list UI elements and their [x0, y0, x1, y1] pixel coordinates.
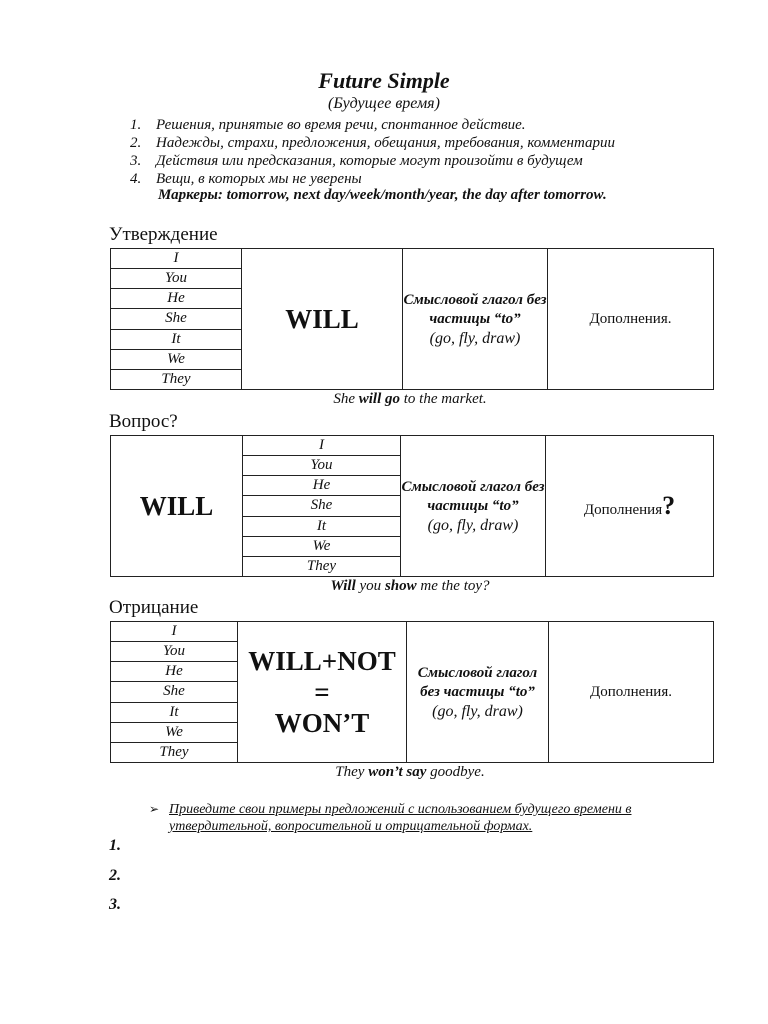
pronoun-cell: They [161, 370, 191, 387]
question-mark: ? [662, 491, 676, 520]
main-verb-examples: (go, fly, draw) [429, 329, 521, 347]
main-verb-label: Смысловой глагол без частицы “to” [403, 291, 547, 327]
auxiliary-will: WILL [139, 490, 214, 521]
pronoun-cell: He [243, 476, 400, 496]
main-verb-label: Смысловой глагол без частицы “to” [401, 478, 545, 514]
auxiliary-wont: WON’T [274, 707, 370, 738]
pronoun-column [243, 436, 401, 577]
pronoun-cell: You [111, 642, 237, 662]
object-cell [546, 436, 714, 577]
auxiliary-will: WILL [285, 303, 359, 334]
auxiliary-cell [238, 622, 407, 763]
question-heading: Вопрос? [109, 411, 178, 432]
pronoun-cell: We [111, 349, 241, 369]
usage-item: 3. Действия или предсказания, которые могут произойти в будущем [130, 153, 583, 169]
auxiliary-equals: = [314, 676, 330, 707]
pronoun-cell: It [243, 516, 400, 536]
pronoun-cell: You [243, 456, 400, 476]
answer-line-3[interactable]: 3. [109, 896, 121, 913]
pronoun-cell: I [111, 622, 237, 642]
task-instruction [149, 801, 709, 835]
pronoun-cell: He [111, 289, 241, 309]
object-label: Дополнения [583, 502, 663, 518]
negative-table [110, 621, 714, 763]
object-cell [549, 622, 714, 763]
usage-list [130, 116, 615, 188]
pronoun-cell: We [243, 536, 400, 556]
negative-heading: Отрицание [109, 597, 199, 618]
page-title: Future Simple [318, 68, 450, 93]
answer-line-2[interactable]: 2. [109, 867, 121, 884]
arrow-bullet-icon: ➢ [149, 802, 160, 816]
affirmative-table [110, 248, 714, 390]
usage-item: 2. Надежды, страхи, предложения, обещания, требования, комментарии [130, 135, 615, 151]
usage-item: 1. Решения, принятые во время речи, спонтанное действие. [130, 117, 526, 133]
pronoun-cell: He [111, 662, 237, 682]
auxiliary-cell [111, 436, 243, 577]
usage-item: 4. Вещи, в которых мы не уверены [130, 171, 362, 187]
pronoun-cell: She [111, 309, 241, 329]
question-example: Will you show me the toy? [330, 578, 490, 594]
task-text: Приведите свои примеры предложений с использованием будущего времени в утвердительной, вопросительной и отрицательной формах. [169, 802, 632, 834]
pronoun-cell: She [111, 682, 237, 702]
pronoun-cell: I [243, 436, 400, 456]
object-cell [548, 249, 714, 390]
answer-line-1[interactable]: 1. [109, 837, 121, 854]
pronoun-cell: I [111, 249, 241, 269]
pronoun-cell: They [159, 743, 189, 760]
auxiliary-will-not: WILL+NOT [248, 645, 396, 676]
affirmative-heading: Утверждение [109, 224, 218, 245]
pronoun-cell: It [111, 329, 241, 349]
pronoun-cell: They [306, 557, 337, 574]
pronoun-column [111, 622, 238, 763]
pronoun-cell: She [243, 496, 400, 516]
object-label: Дополнения. [589, 310, 672, 327]
object-label: Дополнения. [590, 683, 672, 700]
time-markers: Маркеры: tomorrow, next day/week/month/year, the day after tomorrow. [158, 187, 607, 203]
auxiliary-cell [242, 249, 403, 390]
main-verb-label: Смысловой глагол без частицы “to” [417, 664, 538, 700]
pronoun-column [111, 249, 242, 390]
affirmative-example: She will go to the market. [333, 391, 487, 407]
pronoun-cell: We [111, 722, 237, 742]
page-subtitle: (Будущее время) [328, 95, 440, 112]
question-table [110, 435, 714, 577]
main-verb-examples: (go, fly, draw) [427, 516, 519, 534]
negative-example: They won’t say goodbye. [335, 764, 485, 780]
main-verb-cell [401, 436, 546, 577]
main-verb-cell [407, 622, 549, 763]
pronoun-cell: You [111, 269, 241, 289]
main-verb-cell [403, 249, 548, 390]
main-verb-examples: (go, fly, draw) [432, 702, 523, 720]
pronoun-cell: It [111, 702, 237, 722]
